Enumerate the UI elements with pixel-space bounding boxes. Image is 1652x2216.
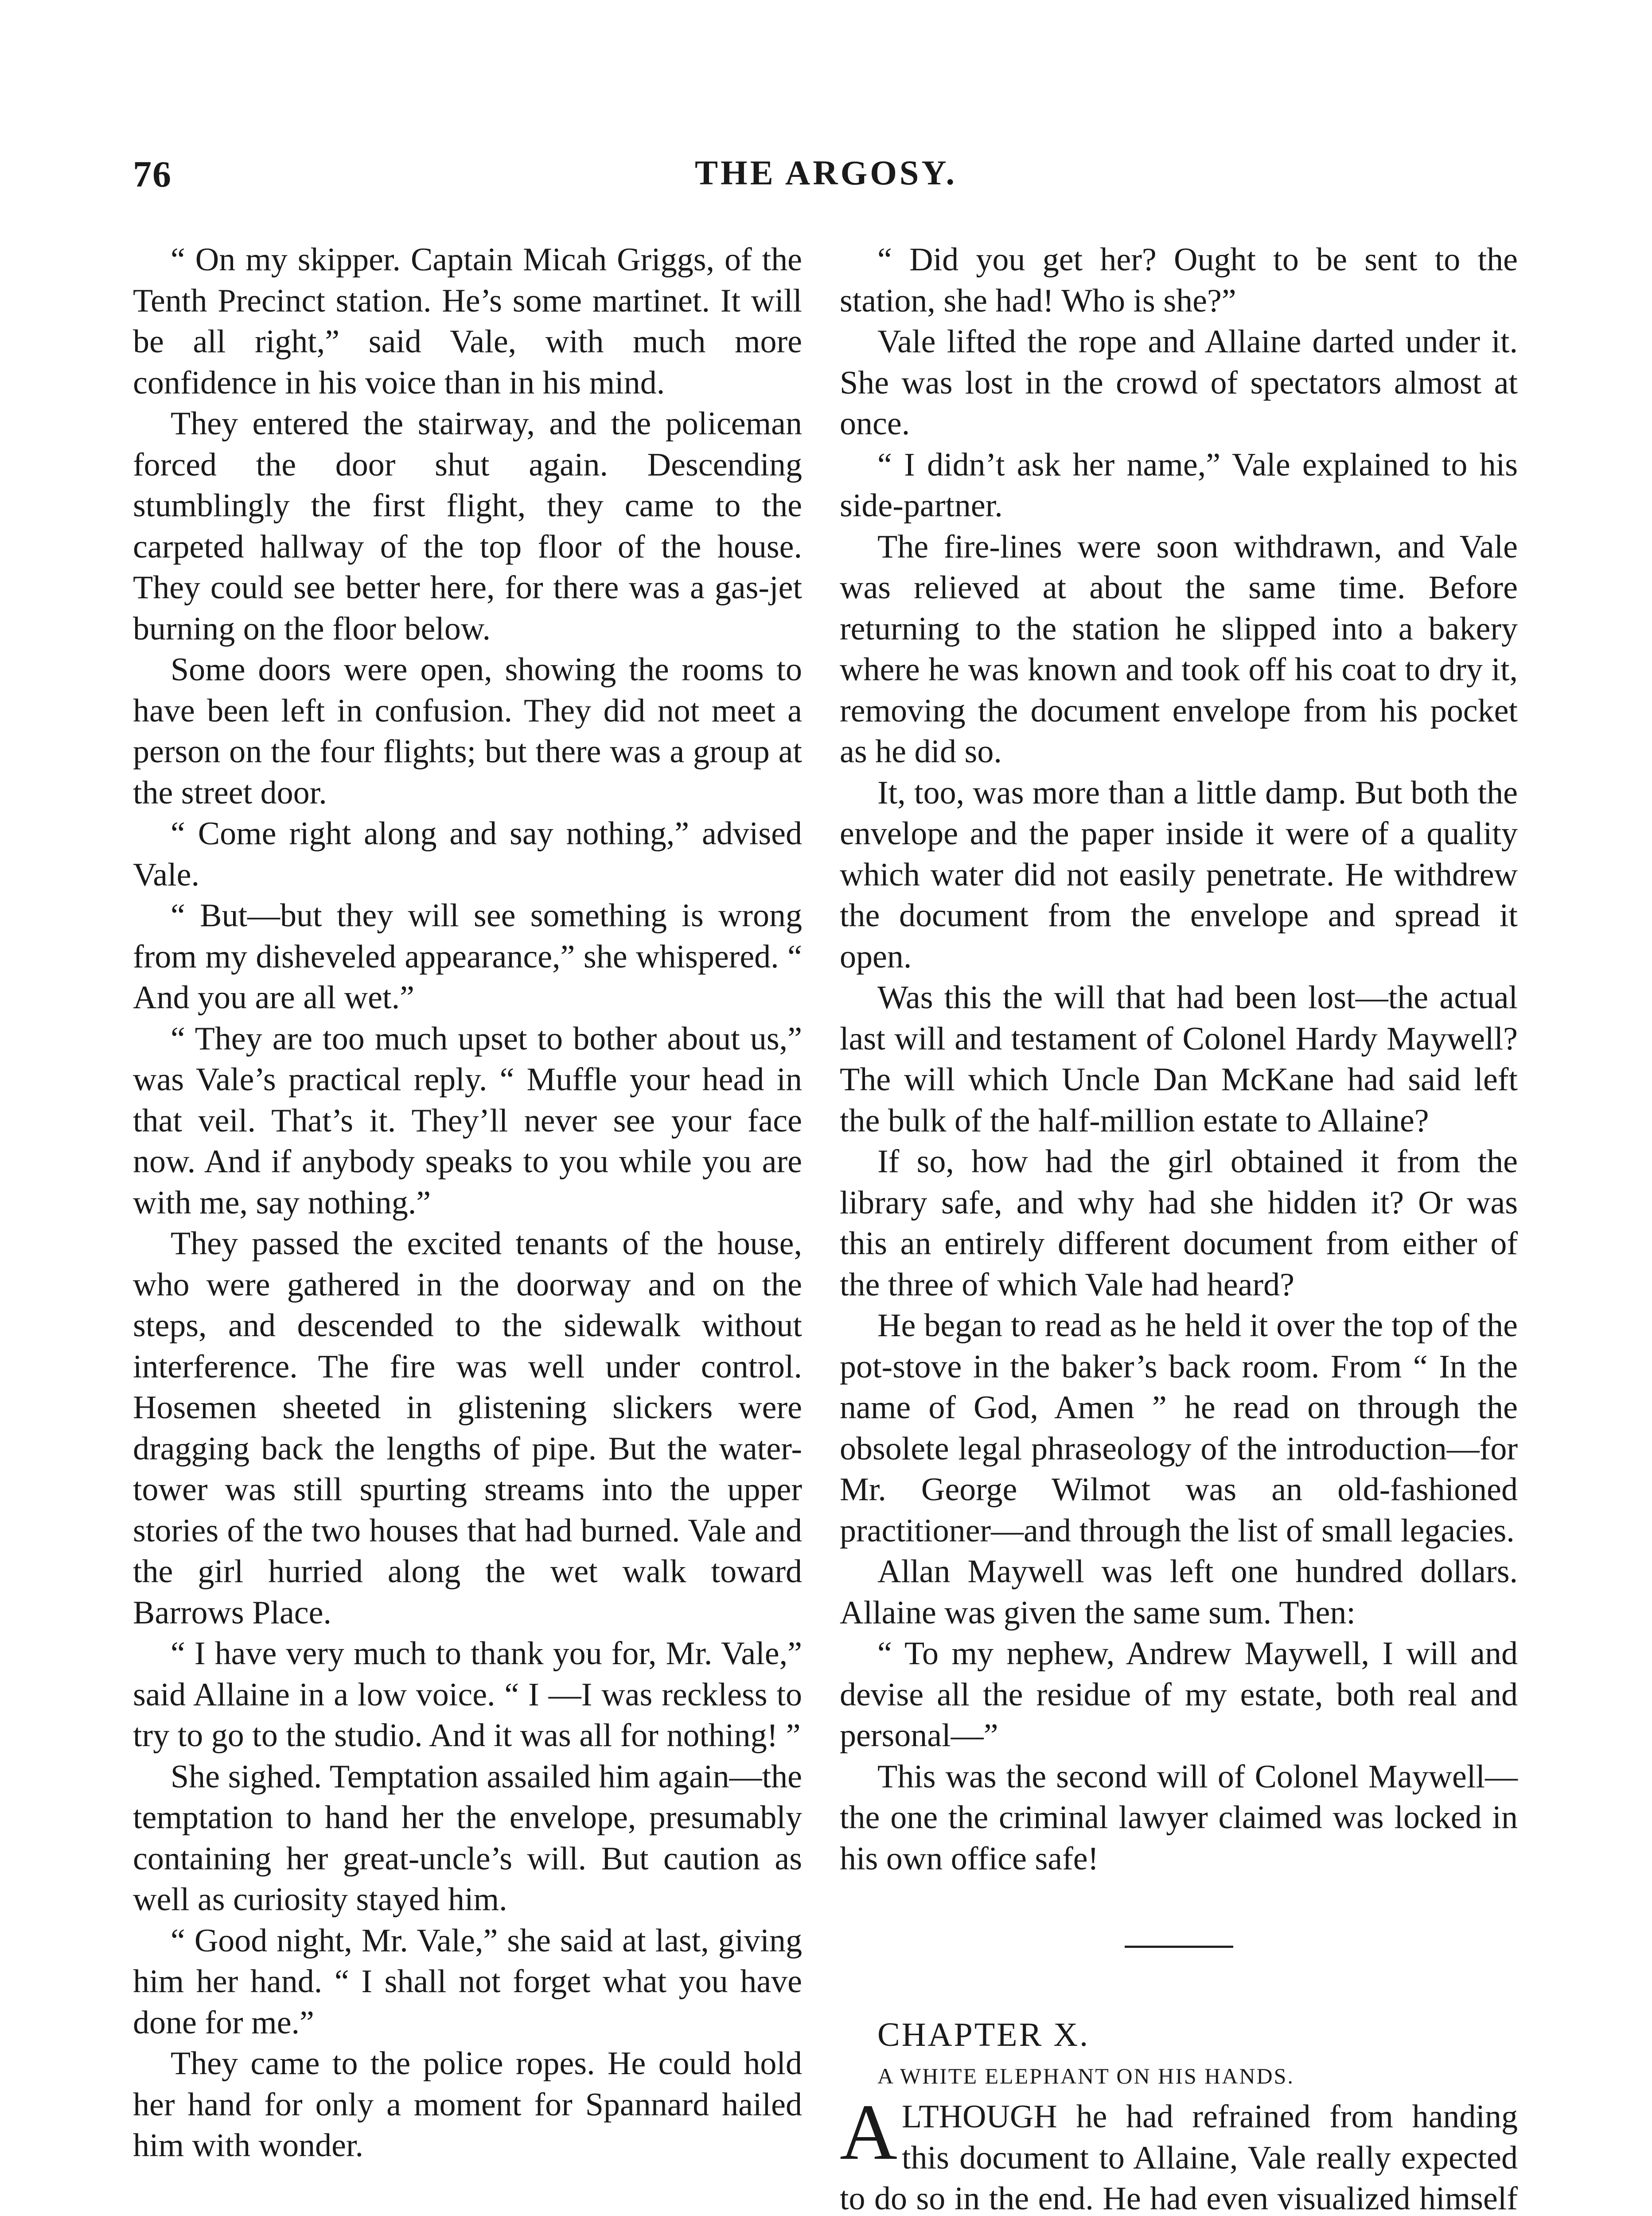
paragraph: They entered the stairway, and the policeman forced the door shut again. Descending stumblingly the first flight, they came to the carpeted hallway of the top floor of the house. They could see better here, for there was a gas-jet burning on the floor below.	[133, 406, 802, 647]
paragraph: Was this the will that had been lost—the actual last will and testament of Colonel Hardy Maywell? The will which Uncle Dan McKane had said left the bulk of the half-million estate to Allaine?	[840, 979, 1518, 1139]
chapter-opening-text: LTHOUGH he had refrained from handing this document to Allaine, Vale really expected to do so in the end. He had even visualized himself	[840, 2099, 1518, 2216]
right-column	[840, 239, 1518, 2216]
paragraph: They passed the excited tenants of the house, who were gathered in the doorway and on the steps, and descended to the sidewalk without interference. The fire was well under control. Hosemen sheeted in glistening slickers were dragging back the lengths of pipe. But the water-tower was still spurting streams into the upper stories of the two houses that had burned. Vale and the girl hurried along the wet walk toward Barrows Place.	[133, 1225, 802, 1631]
paragraph: If so, how had the girl obtained it from the library safe, and why had she hidden it? Or was this an entirely different document from either of the three of which Vale had heard?	[840, 1143, 1518, 1303]
paragraph: Vale lifted the rope and Allaine darted under it. She was lost in the crowd of spectators almost at once.	[840, 324, 1518, 442]
paragraph: She sighed. Temptation assailed him again—the temptation to hand her the envelope, presumably containing her great-uncle’s will. But caution as well as curiosity stayed him.	[133, 1758, 802, 1918]
chapter-opening-paragraph	[840, 2088, 1518, 2216]
chapter-subtitle: A WHITE ELEPHANT ON HIS HANDS.	[877, 2063, 1294, 2088]
paragraph: “ Did you get her? Ought to be sent to the station, she had! Who is she?”	[840, 242, 1518, 319]
paragraph: “ To my nephew, Andrew Maywell, I will and devise all the residue of my estate, both real and personal—”	[840, 1635, 1518, 1754]
paragraph: He began to read as he held it over the top of the pot-stove in the baker’s back room. From “ In the name of God, Amen ” he read on through the obsolete legal phraseology of the introduction—for Mr. George Wilmot was an old-fashioned practitioner—and through the list of small legacies.	[840, 1307, 1518, 1549]
paragraph: “ Good night, Mr. Vale,” she said at last, giving him her hand. “ I shall not forget what you have done for me.”	[133, 1922, 802, 2041]
section-divider	[1125, 1946, 1233, 1948]
paragraph: It, too, was more than a little damp. But both the envelope and the paper inside it were of a quality which water did not easily penetrate. He withdrew the document from the envelope and spread it open.	[840, 774, 1518, 975]
paragraph: “ Come right along and say nothing,” advised Vale.	[133, 815, 802, 893]
chapter-title: CHAPTER X.	[877, 2016, 1090, 2053]
paragraph: “ I have very much to thank you for, Mr. Vale,” said Allaine in a low voice. “ I —I was reckless to try to go to the studio. And it was all for nothing! ”	[133, 1635, 802, 1754]
page-number: 76	[133, 154, 172, 195]
running-head: THE ARGOSY.	[695, 153, 957, 192]
paragraph: They came to the police ropes. He could hold her hand for only a moment for Spannard hailed him with wonder.	[133, 2045, 802, 2164]
left-column	[133, 239, 802, 2166]
paragraph: Allan Maywell was left one hundred dollars. Allaine was given the same sum. Then:	[840, 1553, 1518, 1631]
paragraph: “ They are too much upset to bother about us,” was Vale’s practical reply. “ Muffle your head in that veil. That’s it. They’ll never see your face now. And if anybody speaks to you while you are with me, say nothing.”	[133, 1020, 802, 1221]
paragraph: “ But—but they will see something is wrong from my disheveled appearance,” she whispered. “ And you are all wet.”	[133, 897, 802, 1016]
paragraph: “ I didn’t ask her name,” Vale explained to his side-partner.	[840, 446, 1518, 524]
drop-cap: A	[840, 2088, 897, 2176]
paragraph: Some doors were open, showing the rooms to have been left in confusion. They did not meet a person on the four flights; but there was a group at the street door.	[133, 652, 802, 811]
paragraph: “ On my skipper. Captain Micah Griggs, of the Tenth Precinct station. He’s some martinet. It will be all right,” said Vale, with much more confidence in his voice than in his mind.	[133, 242, 802, 401]
paragraph: This was the second will of Colonel Maywell—the one the criminal lawyer claimed was locked in his own office safe!	[840, 1758, 1518, 1877]
paragraph: The fire-lines were soon withdrawn, and Vale was relieved at about the same time. Before returning to the station he slipped into a bakery where he was known and took off his coat to dry it, removing the document envelope from his pocket as he did so.	[840, 528, 1518, 770]
